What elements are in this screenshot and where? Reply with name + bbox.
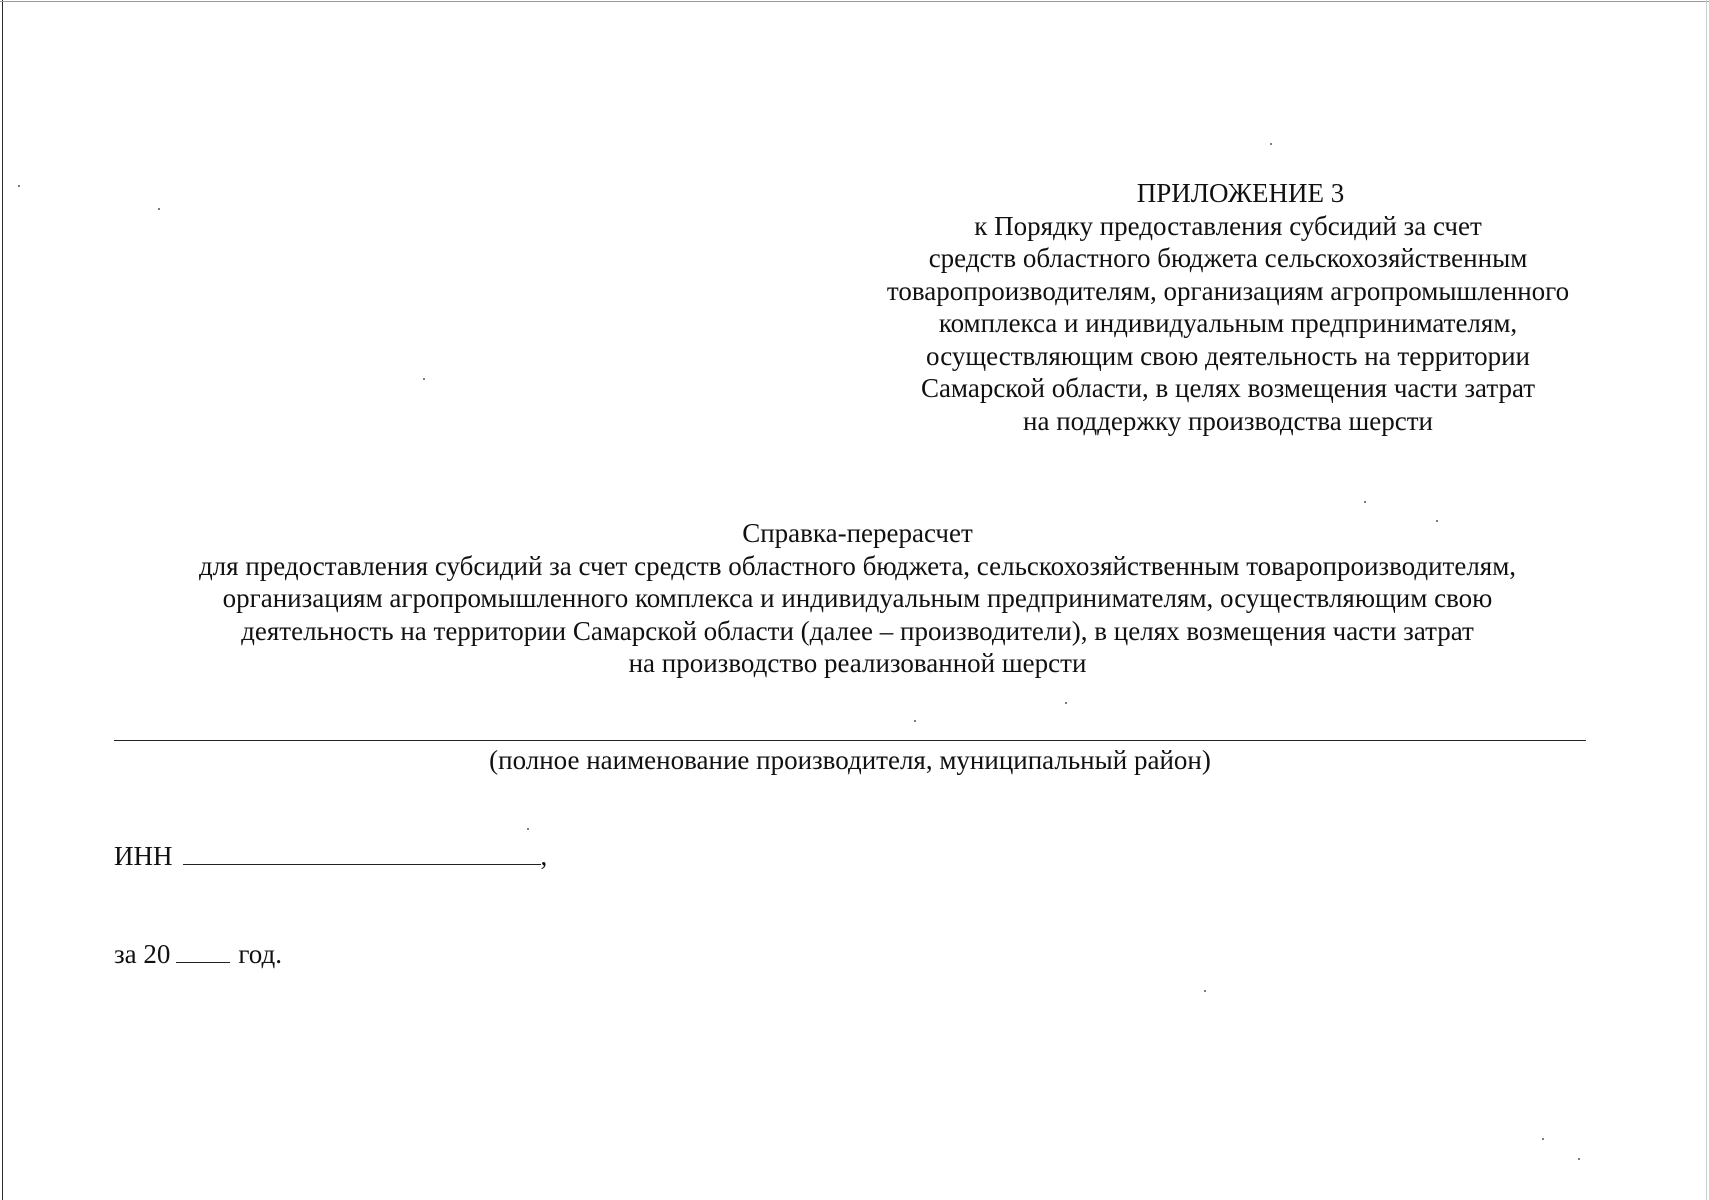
appendix-line: Самарской области, в целях возмещения части затрат <box>920 373 1536 403</box>
scan-speck <box>18 185 20 187</box>
scan-speck <box>158 208 160 210</box>
document-heading <box>60 517 1655 680</box>
scan-border-right <box>1706 0 1707 1200</box>
heading-title: Справка-перерасчет <box>742 518 973 548</box>
appendix-line: осуществляющим свою деятельность на территории <box>926 340 1530 371</box>
appendix-line: средств областного бюджета сельскохозяйственным <box>928 243 1528 273</box>
producer-name-caption: (полное наименование производителя, муниципальный район) <box>489 745 1211 775</box>
scan-speck <box>423 378 425 380</box>
scan-speck <box>1204 990 1206 992</box>
inn-suffix: , <box>540 841 548 871</box>
appendix-block <box>858 177 1598 437</box>
inn-field[interactable] <box>183 840 541 865</box>
heading-line: для предоставления субсидий за счет средств областного бюджета, сельскохозяйственным товаропроизводителям, <box>198 550 1517 581</box>
inn-row <box>114 840 547 872</box>
scan-speck <box>1065 702 1067 704</box>
appendix-line: товаропроизводителям, организациям агропромышленного <box>886 275 1570 306</box>
heading-line: на производство реализованной шерсти <box>628 648 1087 678</box>
scan-speck <box>1578 1158 1580 1160</box>
producer-name-field[interactable] <box>114 740 1586 741</box>
scan-speck <box>527 828 529 830</box>
period-suffix: год. <box>238 939 283 969</box>
appendix-title: ПРИЛОЖЕНИЕ 3 <box>1136 178 1345 208</box>
scan-speck <box>1542 1138 1544 1140</box>
period-prefix: за 20 <box>114 939 171 969</box>
scan-speck <box>914 720 916 722</box>
appendix-line: комплекса и индивидуальным предпринимателям, <box>938 308 1518 338</box>
heading-line: деятельность на территории Самарской области (далее – производители), в целях возмещения части затрат <box>241 615 1474 646</box>
appendix-line: на поддержку производства шерсти <box>1023 405 1433 436</box>
heading-line: организациям агропромышленного комплекса и индивидуальным предпринимателям, осуществляющим свою <box>222 583 1493 613</box>
scan-speck <box>1270 143 1272 145</box>
scan-speck <box>1364 501 1366 503</box>
inn-label: ИНН <box>114 841 173 871</box>
period-row <box>114 938 282 970</box>
appendix-line: к Порядку предоставления субсидий за счет <box>974 210 1482 241</box>
year-field[interactable] <box>176 938 230 963</box>
scan-border-top <box>0 1 1709 2</box>
scan-border-left <box>2 0 3 1200</box>
scan-speck <box>1436 520 1438 522</box>
